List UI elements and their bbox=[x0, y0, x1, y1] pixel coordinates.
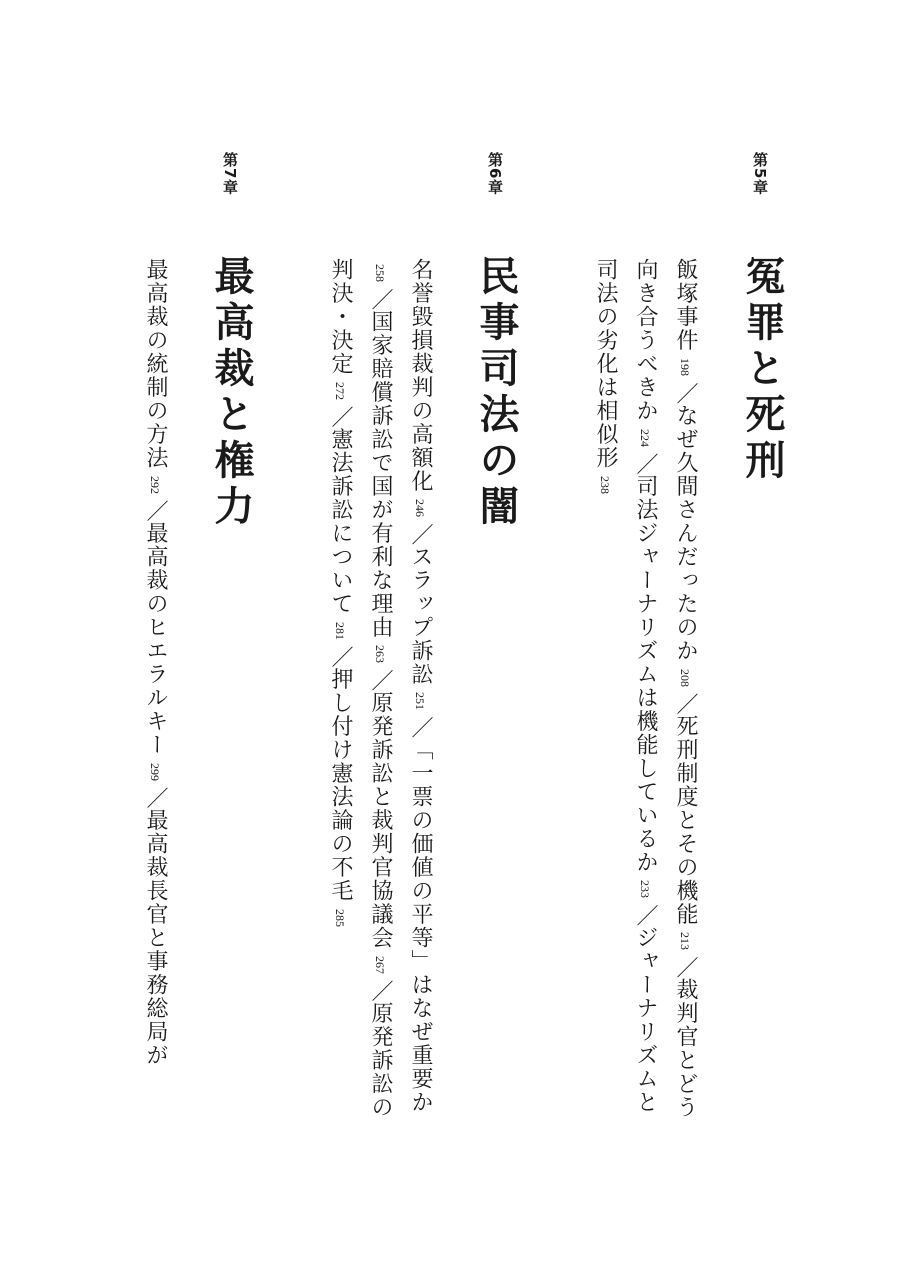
toc-entry-page-number: 267 bbox=[373, 955, 387, 974]
toc-entry-page-number: 233 bbox=[638, 880, 652, 898]
chapter-6-entries bbox=[315, 258, 440, 1128]
toc-entry-page-number: 238 bbox=[598, 475, 612, 494]
entry-separator: ／ bbox=[368, 669, 393, 691]
entry-separator: ／ bbox=[368, 288, 393, 310]
chapter-5-label: 第5章 bbox=[751, 152, 769, 196]
toc-entry-page-number: 224 bbox=[638, 428, 652, 447]
toc-entry-page-number: 285 bbox=[333, 908, 347, 927]
chapter-7-label: 第7章 bbox=[221, 152, 239, 196]
toc-entry[interactable]: 憲法訴訟について bbox=[328, 427, 353, 616]
toc-entry-page-number: 272 bbox=[333, 381, 347, 400]
toc-entry-page-number: 292 bbox=[148, 475, 162, 494]
entry-separator: ／ bbox=[408, 716, 433, 738]
toc-entry-page-number: 208 bbox=[678, 668, 692, 687]
chapter-5-title: 冤罪と死刑 bbox=[739, 255, 786, 485]
toc-entry[interactable]: 「一票の価値の平等」はなぜ重要か bbox=[408, 738, 433, 1114]
toc-entry-page-number: 213 bbox=[678, 932, 692, 950]
chapter-6-label: 第6章 bbox=[486, 152, 504, 196]
toc-entry-page-number: 198 bbox=[678, 358, 692, 376]
toc-entry[interactable]: 司法ジャーナリズムは機能しているか bbox=[633, 474, 658, 874]
toc-entry-page-number: 251 bbox=[413, 692, 427, 710]
toc-entry-page-number: 263 bbox=[373, 645, 387, 663]
toc-entry[interactable]: なぜ久間さんだったのか bbox=[673, 404, 698, 663]
entry-separator: ／ bbox=[408, 523, 433, 545]
entry-separator: ／ bbox=[673, 382, 698, 404]
chapter-6-title: 民事司法の闇 bbox=[473, 255, 520, 531]
chapter-7-entries bbox=[130, 258, 175, 1128]
entry-separator: ／ bbox=[328, 405, 353, 428]
toc-entry[interactable]: 飯塚事件 bbox=[673, 258, 698, 352]
chapter-7-title: 最高裁と権力 bbox=[208, 255, 255, 531]
toc-entry-page-number: 299 bbox=[148, 762, 162, 781]
entry-separator: ／ bbox=[143, 786, 168, 809]
toc-entry[interactable]: 最高裁の統制の方法 bbox=[143, 258, 168, 470]
entry-separator: ／ bbox=[633, 452, 658, 475]
toc-entry[interactable]: スラップ訴訟 bbox=[408, 545, 433, 686]
toc-entry-page-number: 258 bbox=[373, 264, 387, 282]
toc-entry[interactable]: 最高裁長官と事務総局が bbox=[143, 808, 168, 1067]
entry-separator: ／ bbox=[673, 692, 698, 715]
entry-separator: ／ bbox=[673, 956, 698, 978]
toc-entry[interactable]: 押し付け憲法論の不毛 bbox=[328, 667, 353, 903]
toc-entry[interactable]: 最高裁のヒエラルキー bbox=[143, 521, 168, 757]
toc-entry[interactable]: 原発訴訟と裁判官協議会 bbox=[368, 691, 393, 950]
toc-entry[interactable]: ジャーナリズムと司法の劣化は相似形 bbox=[593, 258, 658, 1114]
entry-separator: ／ bbox=[143, 499, 168, 522]
chapter-5-entries bbox=[580, 258, 705, 1128]
toc-entry[interactable]: 名誉毀損裁判の高額化 bbox=[408, 258, 433, 493]
toc-entry[interactable]: 国家賠償訴訟で国が有利な理由 bbox=[368, 310, 393, 639]
toc-entry-page-number: 246 bbox=[413, 499, 427, 517]
toc-entry[interactable]: 死刑制度とその機能 bbox=[673, 714, 698, 926]
toc-entry[interactable]: 裁判官とどう向き合うべきか bbox=[633, 258, 698, 1119]
entry-separator: ／ bbox=[368, 979, 393, 1002]
toc-entry-page-number: 281 bbox=[333, 621, 347, 640]
entry-separator: ／ bbox=[328, 645, 353, 668]
toc-entry[interactable]: 原発訴訟の判決・決定 bbox=[328, 258, 393, 1119]
entry-separator: ／ bbox=[633, 904, 658, 926]
